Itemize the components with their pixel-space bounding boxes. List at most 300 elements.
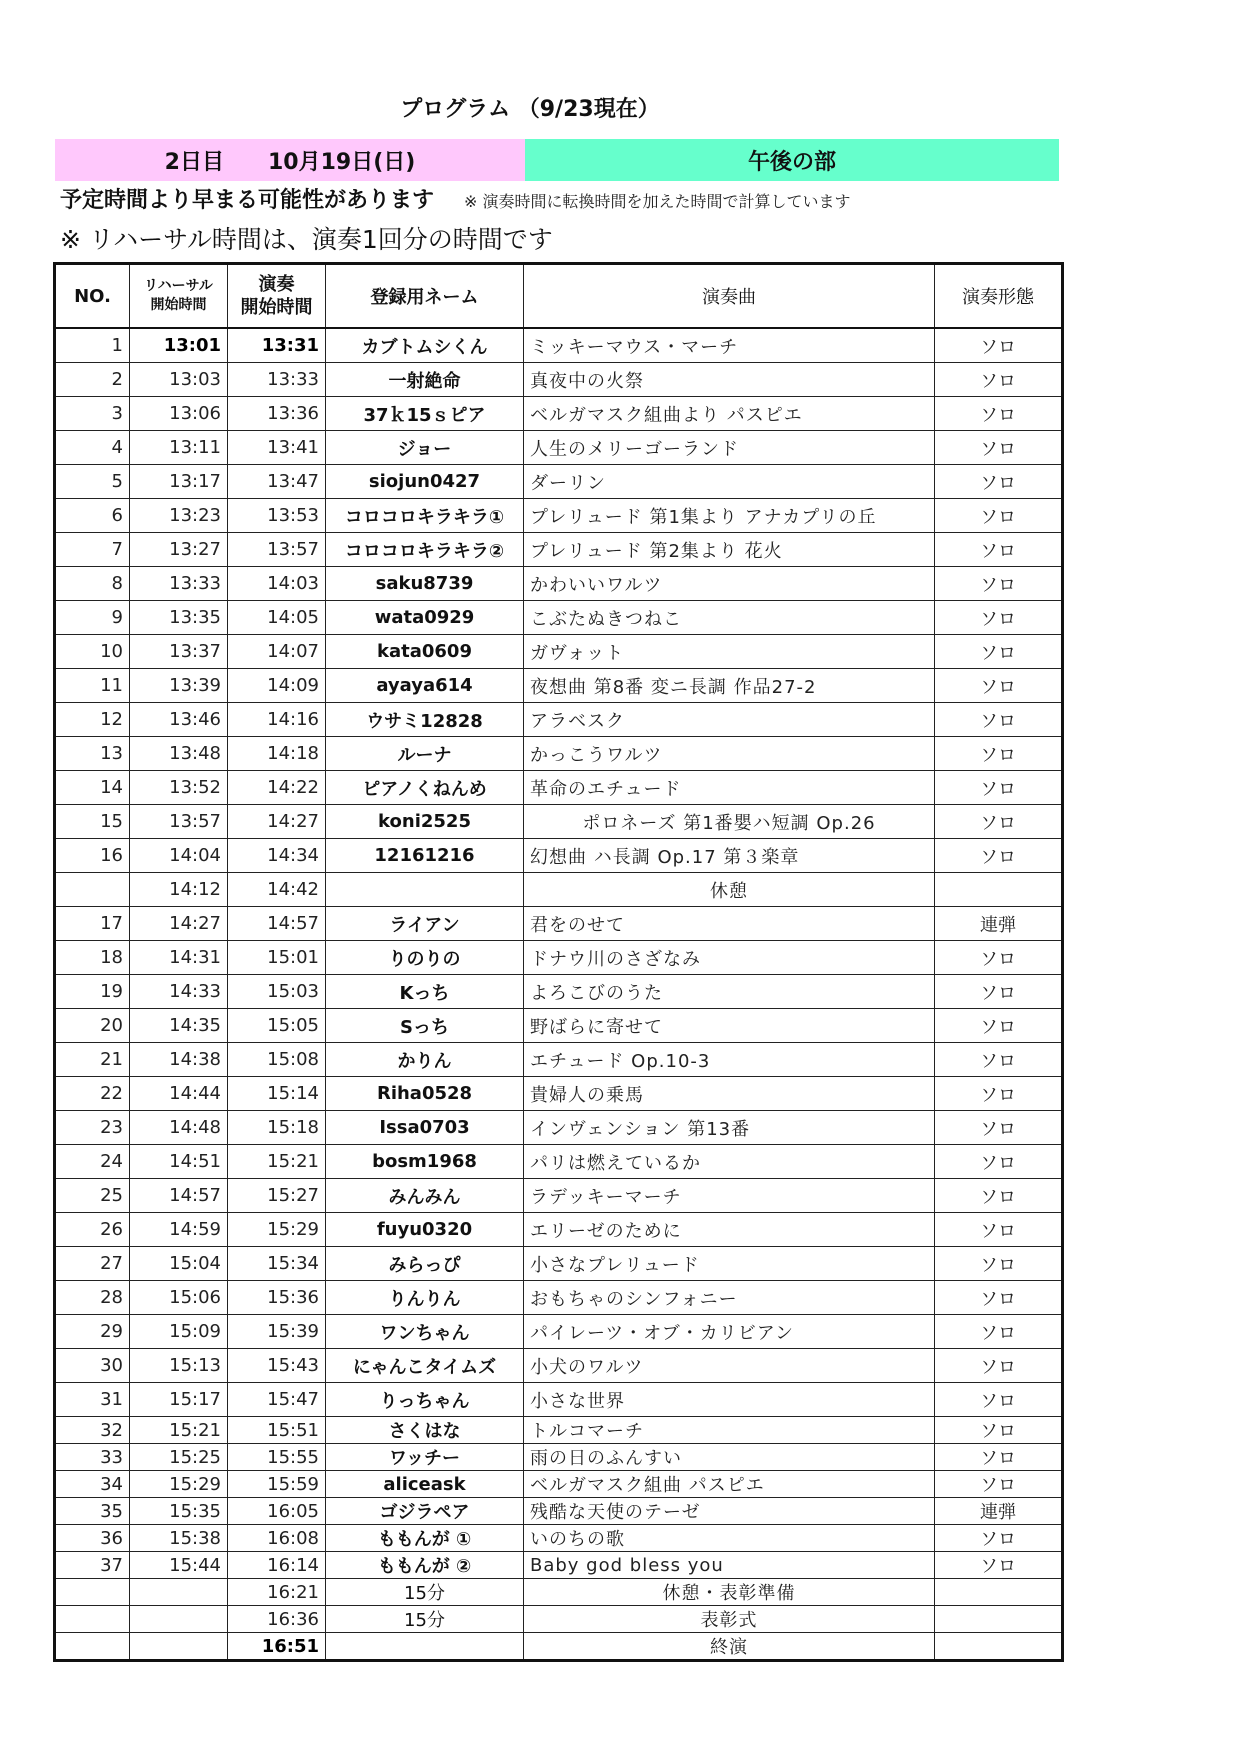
header-perf-line1: 演奏 — [258, 273, 295, 295]
cell-no: 28 — [55, 1281, 130, 1315]
table-row — [55, 1633, 1063, 1661]
cell-name: Kっち — [326, 975, 524, 1009]
cell-form: ソロ — [935, 1444, 1063, 1471]
cell-song: パイレーツ・オブ・カリビアン — [524, 1315, 935, 1349]
cell-song: 幻想曲 ハ長調 Op.17 第３楽章 — [524, 839, 935, 873]
cell-form: ソロ — [935, 465, 1063, 499]
cell-rehearsal-time: 14:12 — [130, 873, 228, 907]
cell-no: 15 — [55, 805, 130, 839]
table-row — [55, 975, 1063, 1009]
cell-no: 1 — [55, 328, 130, 363]
cell-form: ソロ — [935, 1417, 1063, 1444]
cell-song: 夜想曲 第8番 変ニ長調 作品27-2 — [524, 669, 935, 703]
cell-form — [935, 873, 1063, 907]
cell-name: さくはな — [326, 1417, 524, 1444]
cell-name: みんみん — [326, 1179, 524, 1213]
cell-form: ソロ — [935, 363, 1063, 397]
cell-rehearsal-time: 13:35 — [130, 601, 228, 635]
cell-form — [935, 1579, 1063, 1606]
cell-no: 18 — [55, 941, 130, 975]
table-row — [55, 533, 1063, 567]
cell-performance-time: 16:36 — [228, 1606, 326, 1633]
header-rehearsal-line2: 開始時間 — [150, 297, 207, 313]
cell-form: ソロ — [935, 1349, 1063, 1383]
cell-rehearsal-time: 15:06 — [130, 1281, 228, 1315]
cell-rehearsal-time: 14:59 — [130, 1213, 228, 1247]
cell-rehearsal-time — [130, 1606, 228, 1633]
cell-song: 残酷な天使のテーゼ — [524, 1498, 935, 1525]
table-row — [55, 1043, 1063, 1077]
cell-performance-time: 13:47 — [228, 465, 326, 499]
cell-no: 27 — [55, 1247, 130, 1281]
cell-no: 3 — [55, 397, 130, 431]
cell-name: siojun0427 — [326, 465, 524, 499]
cell-no: 4 — [55, 431, 130, 465]
cell-name: kata0609 — [326, 635, 524, 669]
table-row — [55, 1247, 1063, 1281]
cell-performance-time: 14:07 — [228, 635, 326, 669]
table-row — [55, 907, 1063, 941]
cell-form: ソロ — [935, 1552, 1063, 1579]
cell-no: 30 — [55, 1349, 130, 1383]
cell-song: インヴェンション 第13番 — [524, 1111, 935, 1145]
page-title: プログラム （9/23現在） — [400, 97, 660, 122]
cell-form: ソロ — [935, 397, 1063, 431]
cell-song: ドナウ川のさざなみ — [524, 941, 935, 975]
cell-rehearsal-time: 13:17 — [130, 465, 228, 499]
cell-no: 17 — [55, 907, 130, 941]
cell-form: ソロ — [935, 1471, 1063, 1498]
cell-rehearsal-time: 13:33 — [130, 567, 228, 601]
cell-performance-time: 15:01 — [228, 941, 326, 975]
cell-name: fuyu0320 — [326, 1213, 524, 1247]
cell-rehearsal-time: 15:21 — [130, 1417, 228, 1444]
cell-performance-time: 15:36 — [228, 1281, 326, 1315]
cell-song: おもちゃのシンフォニー — [524, 1281, 935, 1315]
cell-song: 小さなプレリュード — [524, 1247, 935, 1281]
rehearsal-notice: ※ リハーサル時間は、演奏1回分の時間です — [60, 225, 553, 254]
cell-performance-time: 14:42 — [228, 873, 326, 907]
cell-duration — [326, 1633, 524, 1661]
table-row — [55, 1179, 1063, 1213]
cell-performance-time: 13:57 — [228, 533, 326, 567]
cell-name: りっちゃん — [326, 1383, 524, 1417]
cell-form: ソロ — [935, 1145, 1063, 1179]
cell-performance-time: 15:21 — [228, 1145, 326, 1179]
cell-no: 32 — [55, 1417, 130, 1444]
cell-performance-time: 15:08 — [228, 1043, 326, 1077]
table-row — [55, 1498, 1063, 1525]
cell-song: 休憩 — [524, 873, 935, 907]
cell-performance-time: 15:14 — [228, 1077, 326, 1111]
cell-name: コロコロキラキラ② — [326, 533, 524, 567]
cell-form: ソロ — [935, 1525, 1063, 1552]
table-row — [55, 703, 1063, 737]
cell-form: ソロ — [935, 771, 1063, 805]
cell-performance-time: 15:43 — [228, 1349, 326, 1383]
cell-performance-time: 15:27 — [228, 1179, 326, 1213]
table-row — [55, 601, 1063, 635]
cell-rehearsal-time: 13:52 — [130, 771, 228, 805]
cell-rehearsal-time: 14:38 — [130, 1043, 228, 1077]
cell-name: Sっち — [326, 1009, 524, 1043]
table-row — [55, 1552, 1063, 1579]
cell-form: ソロ — [935, 1111, 1063, 1145]
cell-form: ソロ — [935, 1281, 1063, 1315]
cell-performance-time: 13:53 — [228, 499, 326, 533]
cell-performance-time: 13:31 — [228, 328, 326, 363]
cell-form: 連弾 — [935, 907, 1063, 941]
cell-form — [935, 1606, 1063, 1633]
cell-song: 雨の日のふんすい — [524, 1444, 935, 1471]
table-row — [55, 941, 1063, 975]
cell-performance-time: 16:05 — [228, 1498, 326, 1525]
cell-form: ソロ — [935, 805, 1063, 839]
cell-name: ライアン — [326, 907, 524, 941]
cell-form: ソロ — [935, 975, 1063, 1009]
cell-name: にゃんこタイムズ — [326, 1349, 524, 1383]
cell-name: かりん — [326, 1043, 524, 1077]
table-row — [55, 1417, 1063, 1444]
cell-name: ピアノくねんめ — [326, 771, 524, 805]
cell-no: 12 — [55, 703, 130, 737]
cell-song: 君をのせて — [524, 907, 935, 941]
table-row — [55, 669, 1063, 703]
cell-performance-time: 16:08 — [228, 1525, 326, 1552]
table-row — [55, 1009, 1063, 1043]
cell-song: ポロネーズ 第1番嬰ハ短調 Op.26 — [524, 805, 935, 839]
cell-name: みらっぴ — [326, 1247, 524, 1281]
cell-rehearsal-time: 15:29 — [130, 1471, 228, 1498]
cell-song: ラデッキーマーチ — [524, 1179, 935, 1213]
cell-song: エリーゼのために — [524, 1213, 935, 1247]
cell-song: ベルガマスク組曲より パスピエ — [524, 397, 935, 431]
cell-rehearsal-time: 14:51 — [130, 1145, 228, 1179]
cell-performance-time: 15:51 — [228, 1417, 326, 1444]
cell-rehearsal-time: 15:38 — [130, 1525, 228, 1552]
cell-song: 小さな世界 — [524, 1383, 935, 1417]
cell-no: 11 — [55, 669, 130, 703]
cell-no: 33 — [55, 1444, 130, 1471]
table-row — [55, 771, 1063, 805]
cell-performance-time: 15:59 — [228, 1471, 326, 1498]
header-name: 登録用ネーム — [326, 264, 524, 329]
cell-rehearsal-time: 14:35 — [130, 1009, 228, 1043]
cell-form: 連弾 — [935, 1498, 1063, 1525]
cell-performance-time: 14:18 — [228, 737, 326, 771]
cell-rehearsal-time: 13:39 — [130, 669, 228, 703]
cell-performance-time: 14:05 — [228, 601, 326, 635]
cell-rehearsal-time: 14:27 — [130, 907, 228, 941]
cell-performance-time: 13:41 — [228, 431, 326, 465]
cell-rehearsal-time: 13:01 — [130, 328, 228, 363]
cell-song: ダーリン — [524, 465, 935, 499]
cell-performance-time: 16:51 — [228, 1633, 326, 1661]
cell-song: 終演 — [524, 1633, 935, 1661]
cell-name: りのりの — [326, 941, 524, 975]
cell-rehearsal-time: 14:33 — [130, 975, 228, 1009]
table-row — [55, 1077, 1063, 1111]
cell-form: ソロ — [935, 941, 1063, 975]
cell-name: koni2525 — [326, 805, 524, 839]
cell-rehearsal-time: 13:48 — [130, 737, 228, 771]
cell-performance-time: 15:03 — [228, 975, 326, 1009]
cell-no: 24 — [55, 1145, 130, 1179]
cell-song: かっこうワルツ — [524, 737, 935, 771]
cell-rehearsal-time: 15:13 — [130, 1349, 228, 1383]
calc-notice: ※ 演奏時間に転換時間を加えた時間で計算しています — [464, 192, 851, 211]
cell-song: プレリュード 第2集より 花火 — [524, 533, 935, 567]
cell-performance-time: 14:34 — [228, 839, 326, 873]
cell-song: こぶたぬきつねこ — [524, 601, 935, 635]
cell-form: ソロ — [935, 635, 1063, 669]
cell-no: 16 — [55, 839, 130, 873]
cell-name: ayaya614 — [326, 669, 524, 703]
cell-no: 20 — [55, 1009, 130, 1043]
cell-song: 革命のエチュード — [524, 771, 935, 805]
cell-name: Riha0528 — [326, 1077, 524, 1111]
cell-performance-time: 14:27 — [228, 805, 326, 839]
cell-name: Issa0703 — [326, 1111, 524, 1145]
cell-no: 6 — [55, 499, 130, 533]
cell-song: 野ばらに寄せて — [524, 1009, 935, 1043]
table-header-row — [55, 264, 1063, 329]
notice-row — [60, 183, 1060, 214]
cell-song: 人生のメリーゴーランド — [524, 431, 935, 465]
cell-song: ガヴォット — [524, 635, 935, 669]
early-notice: 予定時間より早まる可能性があります — [60, 188, 435, 213]
table-row — [55, 328, 1063, 363]
table-body — [55, 328, 1063, 1661]
cell-no: 10 — [55, 635, 130, 669]
cell-form: ソロ — [935, 1009, 1063, 1043]
header-song: 演奏曲 — [524, 264, 935, 329]
cell-performance-time: 15:34 — [228, 1247, 326, 1281]
cell-song: 休憩・表彰準備 — [524, 1579, 935, 1606]
cell-name: aliceask — [326, 1471, 524, 1498]
cell-form: ソロ — [935, 669, 1063, 703]
table-row — [55, 1383, 1063, 1417]
cell-performance-time: 15:18 — [228, 1111, 326, 1145]
cell-song: ミッキーマウス・マーチ — [524, 328, 935, 363]
cell-song: 貴婦人の乗馬 — [524, 1077, 935, 1111]
header-rehearsal-time — [130, 264, 228, 329]
cell-rehearsal-time — [130, 1579, 228, 1606]
cell-rehearsal-time: 14:31 — [130, 941, 228, 975]
table-row — [55, 1213, 1063, 1247]
table-row — [55, 1315, 1063, 1349]
table-row — [55, 737, 1063, 771]
cell-song: エチュード Op.10-3 — [524, 1043, 935, 1077]
cell-rehearsal-time: 15:44 — [130, 1552, 228, 1579]
cell-no: 26 — [55, 1213, 130, 1247]
cell-performance-time: 15:05 — [228, 1009, 326, 1043]
cell-no: 35 — [55, 1498, 130, 1525]
session-banner — [55, 139, 1059, 181]
cell-no — [55, 1579, 130, 1606]
cell-name: ももんが ① — [326, 1525, 524, 1552]
cell-name: ゴジラペア — [326, 1498, 524, 1525]
cell-form: ソロ — [935, 1179, 1063, 1213]
header-form: 演奏形態 — [935, 264, 1063, 329]
table-row — [55, 1349, 1063, 1383]
cell-name: saku8739 — [326, 567, 524, 601]
cell-rehearsal-time: 13:03 — [130, 363, 228, 397]
cell-rehearsal-time: 13:06 — [130, 397, 228, 431]
table-row — [55, 1525, 1063, 1552]
cell-performance-time: 15:39 — [228, 1315, 326, 1349]
table-row — [55, 397, 1063, 431]
cell-no: 37 — [55, 1552, 130, 1579]
cell-form: ソロ — [935, 328, 1063, 363]
cell-rehearsal-time: 15:35 — [130, 1498, 228, 1525]
cell-song: ベルガマスク組曲 パスピエ — [524, 1471, 935, 1498]
cell-rehearsal-time: 14:44 — [130, 1077, 228, 1111]
table-row — [55, 635, 1063, 669]
cell-performance-time: 14:03 — [228, 567, 326, 601]
table-row — [55, 1606, 1063, 1633]
cell-name: ジョー — [326, 431, 524, 465]
table-row — [55, 1145, 1063, 1179]
cell-song: かわいいワルツ — [524, 567, 935, 601]
cell-name — [326, 873, 524, 907]
cell-no: 25 — [55, 1179, 130, 1213]
cell-no: 23 — [55, 1111, 130, 1145]
cell-form: ソロ — [935, 499, 1063, 533]
cell-no: 29 — [55, 1315, 130, 1349]
cell-rehearsal-time — [130, 1633, 228, 1661]
header-perf-line2: 開始時間 — [240, 297, 313, 318]
cell-no: 14 — [55, 771, 130, 805]
cell-no: 21 — [55, 1043, 130, 1077]
cell-name: りんりん — [326, 1281, 524, 1315]
cell-performance-time: 14:16 — [228, 703, 326, 737]
table-row — [55, 465, 1063, 499]
cell-performance-time: 14:09 — [228, 669, 326, 703]
table-row — [55, 839, 1063, 873]
cell-name: ワッチー — [326, 1444, 524, 1471]
table-row — [55, 431, 1063, 465]
cell-form: ソロ — [935, 1315, 1063, 1349]
cell-performance-time: 13:36 — [228, 397, 326, 431]
cell-name: ルーナ — [326, 737, 524, 771]
table-row — [55, 1111, 1063, 1145]
cell-rehearsal-time: 15:25 — [130, 1444, 228, 1471]
cell-song: Baby god bless you — [524, 1552, 935, 1579]
cell-performance-time: 14:57 — [228, 907, 326, 941]
table-row — [55, 1579, 1063, 1606]
table-row — [55, 567, 1063, 601]
program-table — [53, 262, 1064, 1662]
cell-name: ワンちゃん — [326, 1315, 524, 1349]
header-rehearsal-line1: リハーサル — [144, 278, 213, 295]
cell-rehearsal-time: 13:57 — [130, 805, 228, 839]
cell-rehearsal-time: 13:46 — [130, 703, 228, 737]
cell-form: ソロ — [935, 533, 1063, 567]
cell-song: 表彰式 — [524, 1606, 935, 1633]
cell-name: bosm1968 — [326, 1145, 524, 1179]
cell-duration: 15分 — [326, 1579, 524, 1606]
cell-performance-time: 15:55 — [228, 1444, 326, 1471]
cell-performance-time: 16:14 — [228, 1552, 326, 1579]
table-row — [55, 1281, 1063, 1315]
cell-name: 37ｋ15ｓピア — [326, 397, 524, 431]
cell-name: 一射絶命 — [326, 363, 524, 397]
cell-no: 36 — [55, 1525, 130, 1552]
cell-name: ももんが ② — [326, 1552, 524, 1579]
table-row — [55, 499, 1063, 533]
cell-song: パリは燃えているか — [524, 1145, 935, 1179]
cell-no — [55, 873, 130, 907]
cell-rehearsal-time: 13:27 — [130, 533, 228, 567]
cell-no: 19 — [55, 975, 130, 1009]
cell-no: 34 — [55, 1471, 130, 1498]
cell-name: wata0929 — [326, 601, 524, 635]
cell-song: プレリュード 第1集より アナカプリの丘 — [524, 499, 935, 533]
table-row — [55, 1471, 1063, 1498]
cell-form: ソロ — [935, 431, 1063, 465]
cell-name: カブトムシくん — [326, 328, 524, 363]
cell-rehearsal-time: 14:57 — [130, 1179, 228, 1213]
cell-no: 5 — [55, 465, 130, 499]
day-label: 2日目 10月19日(日) — [55, 139, 525, 181]
cell-duration: 15分 — [326, 1606, 524, 1633]
cell-song: よろこびのうた — [524, 975, 935, 1009]
cell-rehearsal-time: 15:04 — [130, 1247, 228, 1281]
table-row — [55, 805, 1063, 839]
session-label: 午後の部 — [525, 139, 1059, 181]
cell-form: ソロ — [935, 1383, 1063, 1417]
cell-rehearsal-time: 13:11 — [130, 431, 228, 465]
cell-rehearsal-time: 14:04 — [130, 839, 228, 873]
cell-form: ソロ — [935, 839, 1063, 873]
cell-song: 真夜中の火祭 — [524, 363, 935, 397]
cell-form: ソロ — [935, 1247, 1063, 1281]
cell-no — [55, 1606, 130, 1633]
cell-performance-time: 15:29 — [228, 1213, 326, 1247]
cell-rehearsal-time: 15:09 — [130, 1315, 228, 1349]
cell-performance-time: 13:33 — [228, 363, 326, 397]
cell-name: コロコロキラキラ① — [326, 499, 524, 533]
cell-no: 31 — [55, 1383, 130, 1417]
cell-no — [55, 1633, 130, 1661]
cell-form: ソロ — [935, 601, 1063, 635]
cell-no: 13 — [55, 737, 130, 771]
cell-song: アラベスク — [524, 703, 935, 737]
cell-rehearsal-time: 13:37 — [130, 635, 228, 669]
cell-rehearsal-time: 15:17 — [130, 1383, 228, 1417]
table-row — [55, 363, 1063, 397]
cell-form — [935, 1633, 1063, 1661]
cell-form: ソロ — [935, 1213, 1063, 1247]
cell-form: ソロ — [935, 1077, 1063, 1111]
cell-no: 9 — [55, 601, 130, 635]
header-performance-time — [228, 264, 326, 329]
table-row — [55, 873, 1063, 907]
cell-song: 小犬のワルツ — [524, 1349, 935, 1383]
cell-song: トルコマーチ — [524, 1417, 935, 1444]
cell-form: ソロ — [935, 1043, 1063, 1077]
cell-no: 2 — [55, 363, 130, 397]
cell-song: いのちの歌 — [524, 1525, 935, 1552]
table-row — [55, 1444, 1063, 1471]
cell-performance-time: 15:47 — [228, 1383, 326, 1417]
cell-no: 22 — [55, 1077, 130, 1111]
cell-name: 12161216 — [326, 839, 524, 873]
cell-rehearsal-time: 13:23 — [130, 499, 228, 533]
cell-performance-time: 16:21 — [228, 1579, 326, 1606]
cell-no: 8 — [55, 567, 130, 601]
